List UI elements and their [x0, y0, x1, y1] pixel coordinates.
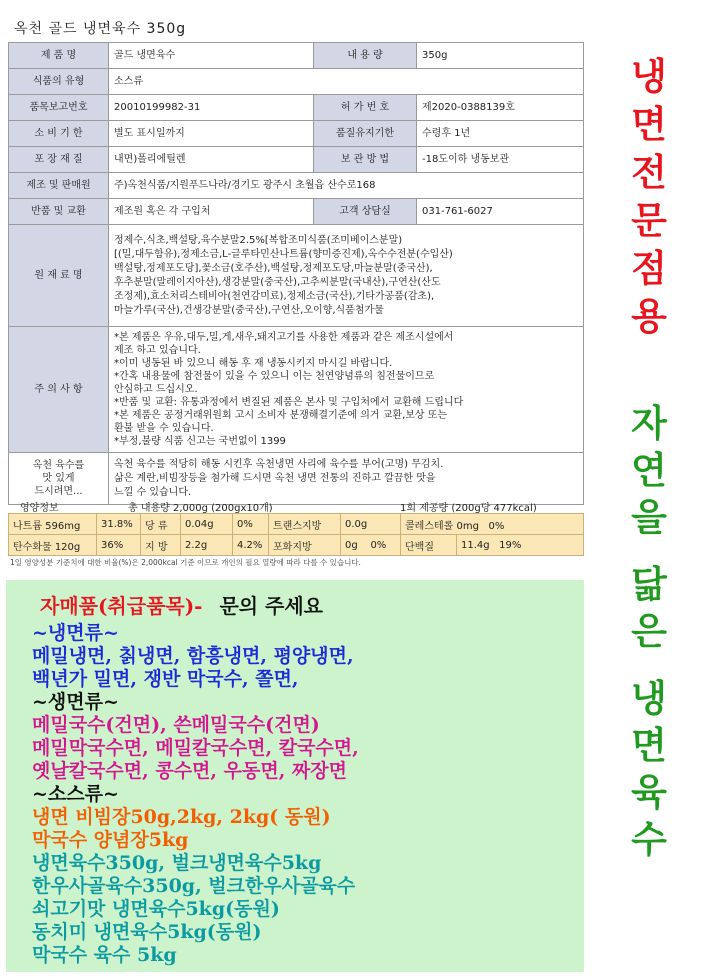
howto-line: 삶은 계란,비빔장등을 첨가해 드시면 옥천 냉면 전통의 진하고 깔끔한 맛을	[114, 472, 436, 484]
slogan-char: 을	[631, 495, 667, 539]
howto-line: 느낄 수 있습니다.	[114, 486, 192, 498]
value-license: 제2020-0388139호	[417, 95, 584, 121]
label-package: 포 장 재 질	[9, 147, 109, 173]
nut-cell: 포화지방	[269, 535, 341, 556]
nut-cell: 트랜스지방	[269, 514, 341, 535]
sauce-line: 한우사골육수350g, 벌크한우사골육수	[32, 875, 356, 897]
cold-noodle-line: 메밀냉면, 칡냉면, 함흥냉면, 평양냉면,	[32, 645, 354, 667]
value-consult: 031-761-6027	[417, 199, 584, 225]
nutrition-serving: 1회 제공량 (200g당 477kcal)	[400, 503, 537, 514]
label-ingredients: 원 재 료 명	[9, 225, 109, 327]
value-type: 소스류	[109, 69, 584, 95]
promo-panel	[6, 580, 584, 972]
value-quality: 수령후 1년	[417, 121, 584, 147]
label-quality: 품질유지기한	[314, 121, 417, 147]
caution-line: 안심하고 드십시오.	[114, 384, 198, 395]
sauce-line: 냉면육수350g, 벌크냉면육수5kg	[32, 852, 322, 874]
label-storage: 보 관 방 법	[314, 147, 417, 173]
nutrition-header	[8, 497, 583, 513]
promo-heading-black: 문의 주세요	[219, 594, 324, 618]
slogan-char: 면	[631, 102, 667, 146]
sauce-line: 막국수 양념장5kg	[32, 829, 189, 851]
raw-noodle-line: 옛날칼국수면, 콩수면, 우동면, 짜장면	[32, 760, 347, 782]
slogan-char: 용	[631, 294, 667, 338]
value-refund: 제조원 혹은 각 구입처	[109, 199, 314, 225]
slogan-char: 닮	[631, 562, 667, 606]
value-caution	[109, 327, 584, 453]
sauce-header: ~소스류~	[32, 783, 119, 805]
value-expiry: 별도 표시일까지	[109, 121, 314, 147]
nutrition-table	[8, 513, 584, 556]
caution-line: 제조 하고 있습니다.	[114, 345, 201, 356]
ingredient-line: [(밀,대두함유),정제소금,L-글루타민산나트륨(향미증진제),옥수수전분(수입산)	[114, 248, 453, 260]
label-type: 식품의 유형	[9, 69, 109, 95]
product-title: 옥천 골드 냉면육수 350g	[14, 21, 187, 37]
value-ingredients	[109, 225, 584, 327]
ingredient-line: 마늘가루(국산),건생강분말(중국산),구연산,오이향,식품첨가물	[114, 304, 384, 316]
nut-cell	[457, 535, 584, 556]
slogan-char: 문	[631, 198, 667, 242]
cold-noodle-header: ~냉면류~	[32, 622, 119, 644]
howto-line: 옥천 육수를 적당히 해동 시킨후 옥천냉면 사리에 육수를 부어(고명) 무김치.	[114, 458, 444, 470]
nut-sat-fat: 0g	[345, 539, 358, 551]
slogan-char: 연	[631, 448, 667, 492]
howto-label-line: 맛 있게	[42, 473, 75, 484]
caution-line: *부정,불량 식품 신고는 국번없이 1399	[114, 436, 286, 447]
label-expiry: 소 비 기 한	[9, 121, 109, 147]
side-slogan-red	[624, 52, 674, 340]
caution-line: *본 제품은 공정거래위원회 고시 소비자 분쟁해결기준에 의거 교환,보상 또는	[114, 410, 448, 421]
slogan-char: 냉	[631, 54, 667, 98]
nut-cell: 단백질	[401, 535, 457, 556]
nut-cell: 2.2g	[181, 535, 233, 556]
raw-noodle-line: 메밀국수(건면), 쓴메밀국수(건면)	[32, 714, 320, 736]
value-report: 20010199982-31	[109, 95, 314, 121]
nut-cholesterol: 콜레스테롤 0mg	[405, 520, 479, 532]
nut-cell: 나트륨 596mg	[9, 514, 97, 535]
nut-cell: 당 류	[141, 514, 181, 535]
side-slogan-green	[624, 400, 674, 863]
slogan-gap	[624, 655, 674, 675]
slogan-char: 면	[631, 723, 667, 767]
nut-sat-fat-pct: 0%	[370, 539, 387, 551]
nut-cell	[341, 535, 401, 556]
nut-protein: 11.4g	[461, 539, 490, 551]
label-product-name: 제 품 명	[9, 43, 109, 69]
nut-cell: 0.04g	[181, 514, 233, 535]
nut-cell: 36%	[97, 535, 141, 556]
nut-cell: 0.0g	[341, 514, 401, 535]
ingredient-line: 정제수,식초,백설탕,육수분말2.5%[복합조미식품(조미베이스분말)	[114, 234, 403, 246]
raw-noodle-line: 메밀막국수면, 메밀칼국수면, 칼국수면,	[32, 737, 359, 759]
label-caution: 주 의 사 항	[9, 327, 109, 453]
howto-label-line: 옥천 육수를	[32, 460, 85, 471]
slogan-gap	[624, 541, 674, 561]
cold-noodle-line: 백년가 밀면, 쟁반 막국수, 쫄면,	[32, 668, 299, 690]
slogan-char: 전	[631, 150, 667, 194]
slogan-char: 냉	[631, 676, 667, 720]
slogan-char: 육	[631, 770, 667, 814]
value-product-name: 골드 냉면육수	[109, 43, 314, 69]
sauce-line: 냉면 비빔장50g,2kg, 2kg( 동원)	[32, 806, 331, 828]
caution-line: *본 제품은 우유,대두,밀,게,새우,돼지고기를 사용한 제품과 같은 제조시설에서	[114, 332, 454, 343]
nut-cell: 31.8%	[97, 514, 141, 535]
value-maker: 주)옥천식품/지원푸드나라/경기도 광주시 초월읍 산수로168	[109, 173, 584, 199]
nut-cholesterol-pct: 0%	[488, 520, 505, 532]
slogan-char: 점	[631, 246, 667, 290]
ingredient-line: 후추분말(말레이지아산),생강분말(중국산),고추씨분말(국내산),구연산(산도	[114, 276, 441, 288]
promo-heading-red: 자매품(취급품목)-	[40, 594, 203, 618]
spec-table	[8, 42, 584, 505]
caution-line: 환불 받을 수 있습니다.	[114, 423, 214, 434]
nutrition-label: 영양정보	[20, 503, 59, 514]
nutrition-total: 총 내용량 2,000g (200gx10개)	[128, 503, 273, 514]
sauce-line: 막국수 육수 5kg	[32, 944, 177, 966]
sauce-line: 쇠고기맛 냉면육수5kg(동원)	[32, 898, 280, 920]
caution-line: *간혹 내용물에 참전물이 있을 수 있으니 이는 천연양념류의 침전물이므로	[114, 371, 435, 382]
label-refund: 반품 및 교환	[9, 199, 109, 225]
slogan-char: 수	[631, 817, 667, 861]
raw-noodle-header: ~생면류~	[32, 691, 119, 713]
nut-cell: 4.2%	[233, 535, 269, 556]
promo-heading	[40, 590, 323, 619]
value-volume: 350g	[417, 43, 584, 69]
label-report: 품목보고번호	[9, 95, 109, 121]
value-storage: -18도이하 냉동보관	[417, 147, 584, 173]
sauce-line: 동치미 냉면육수5kg(동원)	[32, 921, 262, 943]
nut-protein-pct: 19%	[499, 539, 522, 551]
label-maker: 제조 및 판매원	[9, 173, 109, 199]
ingredient-line: 백설탕,정제포도당],꽃소금(호주산),백설탕,정제포도당,마늘분말(중국산),	[114, 262, 433, 274]
label-volume: 내 용 량	[314, 43, 417, 69]
value-package: 내면)폴리에틸렌	[109, 147, 314, 173]
caution-line: *반품 및 교환: 유통과정에서 변질된 제품은 본사 및 구입처에서 교환해 드립니다	[114, 397, 464, 408]
ingredient-line: 조정제),효소처리스테비아(천연감미료),정제소금(국산),기타가공품(감초),	[114, 290, 435, 302]
nut-cell	[401, 514, 584, 535]
nut-cell: 지 방	[141, 535, 181, 556]
slogan-char: 은	[631, 609, 667, 653]
nutrition-footnote: 1일 영양성분 기준치에 대한 비율(%)은 2,000kcal 기준 이므로 개인의 필요 열량에 따라 다를 수 있습니다.	[10, 558, 361, 567]
nut-cell: 탄수화물 120g	[9, 535, 97, 556]
label-license: 허 가 번 호	[314, 95, 417, 121]
slogan-char: 자	[631, 401, 667, 445]
nut-cell: 0%	[233, 514, 269, 535]
label-consult: 고객 상담실	[314, 199, 417, 225]
howto-label-line: 드시려면...	[34, 486, 83, 497]
caution-line: *이미 냉동된 바 있으니 해동 후 재 냉동시키지 마시길 바랍니다.	[114, 358, 393, 369]
